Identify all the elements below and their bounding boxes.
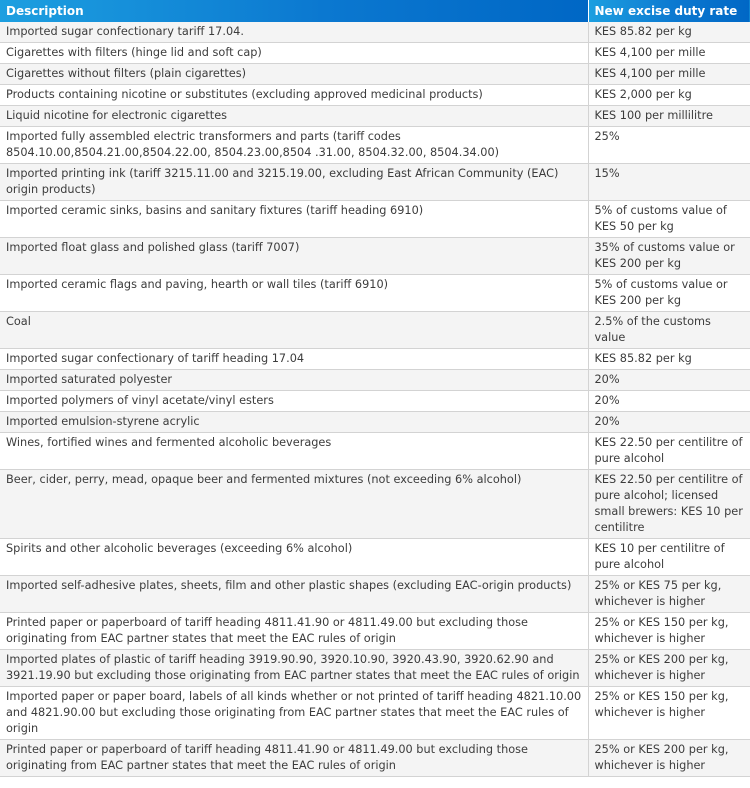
rate-cell: KES 85.82 per kg (588, 349, 750, 370)
rate-cell: 35% of customs value or KES 200 per kg (588, 238, 750, 275)
rate-cell: 2.5% of the customs value (588, 312, 750, 349)
rate-cell: KES 22.50 per centilitre of pure alcohol; licensed small brewers: KES 10 per centilitre (588, 470, 750, 539)
rate-cell: 25% or KES 200 per kg, whichever is higher (588, 650, 750, 687)
table-row (0, 22, 750, 43)
description-cell: Liquid nicotine for electronic cigarettes (0, 106, 588, 127)
table-row (0, 470, 750, 539)
description-cell: Imported plates of plastic of tariff heading 3919.90.90, 3920.10.90, 3920.43.90, 3920.62.90 and 3921.19.90 but excluding those originating from EAC partner states that meet the EAC rules of origin (0, 650, 588, 687)
table-row (0, 106, 750, 127)
rate-cell: KES 85.82 per kg (588, 22, 750, 43)
description-cell: Beer, cider, perry, mead, opaque beer and fermented mixtures (not exceeding 6% alcohol) (0, 470, 588, 539)
header-row (0, 0, 750, 22)
description-cell: Imported sugar confectionary tariff 17.04. (0, 22, 588, 43)
table-row (0, 64, 750, 85)
description-cell: Imported paper or paper board, labels of all kinds whether or not printed of tariff heading 4821.10.00 and 4821.90.00 but excluding those originating from EAC partner states that meet the EAC rules of origin (0, 687, 588, 740)
rate-cell: 20% (588, 391, 750, 412)
rate-cell: 5% of customs value or KES 200 per kg (588, 275, 750, 312)
rate-cell: 25% or KES 75 per kg, whichever is higher (588, 576, 750, 613)
table-row (0, 238, 750, 275)
rate-cell: 25% or KES 150 per kg, whichever is higher (588, 613, 750, 650)
rate-cell: 15% (588, 164, 750, 201)
table-row (0, 576, 750, 613)
description-cell: Printed paper or paperboard of tariff heading 4811.41.90 or 4811.49.00 but excluding those originating from EAC partner states that meet the EAC rules of origin (0, 740, 588, 777)
rate-cell: 25% (588, 127, 750, 164)
header-rate: New excise duty rate (588, 0, 750, 22)
table-header (0, 0, 750, 22)
table-row (0, 433, 750, 470)
description-cell: Printed paper or paperboard of tariff heading 4811.41.90 or 4811.49.00 but excluding those originating from EAC partner states that meet the EAC rules of origin (0, 613, 588, 650)
rate-cell: KES 22.50 per centilitre of pure alcohol (588, 433, 750, 470)
table-row (0, 740, 750, 777)
table-row (0, 613, 750, 650)
description-cell: Cigarettes with filters (hinge lid and soft cap) (0, 43, 588, 64)
table-row (0, 312, 750, 349)
rate-cell: KES 10 per centilitre of pure alcohol (588, 539, 750, 576)
description-cell: Imported emulsion-styrene acrylic (0, 412, 588, 433)
rate-cell: 25% or KES 200 per kg, whichever is higher (588, 740, 750, 777)
table-row (0, 391, 750, 412)
rate-cell: 25% or KES 150 per kg, whichever is higher (588, 687, 750, 740)
description-cell: Spirits and other alcoholic beverages (exceeding 6% alcohol) (0, 539, 588, 576)
description-cell: Imported fully assembled electric transformers and parts (tariff codes 8504.10.00,8504.21.00,8504.22.00, 8504.23.00,8504 .31.00, 8504.32.00, 8504.34.00) (0, 127, 588, 164)
table-row (0, 349, 750, 370)
rate-cell: KES 100 per millilitre (588, 106, 750, 127)
description-cell: Imported self-adhesive plates, sheets, film and other plastic shapes (excluding EAC-origin products) (0, 576, 588, 613)
rate-cell: 20% (588, 370, 750, 391)
rate-cell: 20% (588, 412, 750, 433)
table-row (0, 164, 750, 201)
table-body (0, 22, 750, 777)
rate-cell: KES 2,000 per kg (588, 85, 750, 106)
table-row (0, 43, 750, 64)
rate-cell: 5% of customs value of KES 50 per kg (588, 201, 750, 238)
description-cell: Products containing nicotine or substitutes (excluding approved medicinal products) (0, 85, 588, 106)
table-row (0, 539, 750, 576)
table-row (0, 85, 750, 106)
description-cell: Cigarettes without filters (plain cigarettes) (0, 64, 588, 85)
table-row (0, 412, 750, 433)
rate-cell: KES 4,100 per mille (588, 43, 750, 64)
description-cell: Imported polymers of vinyl acetate/vinyl esters (0, 391, 588, 412)
description-cell: Imported sugar confectionary of tariff heading 17.04 (0, 349, 588, 370)
description-cell: Wines, fortified wines and fermented alcoholic beverages (0, 433, 588, 470)
description-cell: Imported printing ink (tariff 3215.11.00 and 3215.19.00, excluding East African Community (EAC) origin products) (0, 164, 588, 201)
table-row (0, 370, 750, 391)
header-description: Description (0, 0, 588, 22)
description-cell: Imported ceramic sinks, basins and sanitary fixtures (tariff heading 6910) (0, 201, 588, 238)
table-row (0, 650, 750, 687)
table-row (0, 201, 750, 238)
table-row (0, 687, 750, 740)
description-cell: Imported float glass and polished glass (tariff 7007) (0, 238, 588, 275)
description-cell: Imported saturated polyester (0, 370, 588, 391)
table-row (0, 127, 750, 164)
description-cell: Coal (0, 312, 588, 349)
table-row (0, 275, 750, 312)
rate-cell: KES 4,100 per mille (588, 64, 750, 85)
description-cell: Imported ceramic flags and paving, hearth or wall tiles (tariff 6910) (0, 275, 588, 312)
